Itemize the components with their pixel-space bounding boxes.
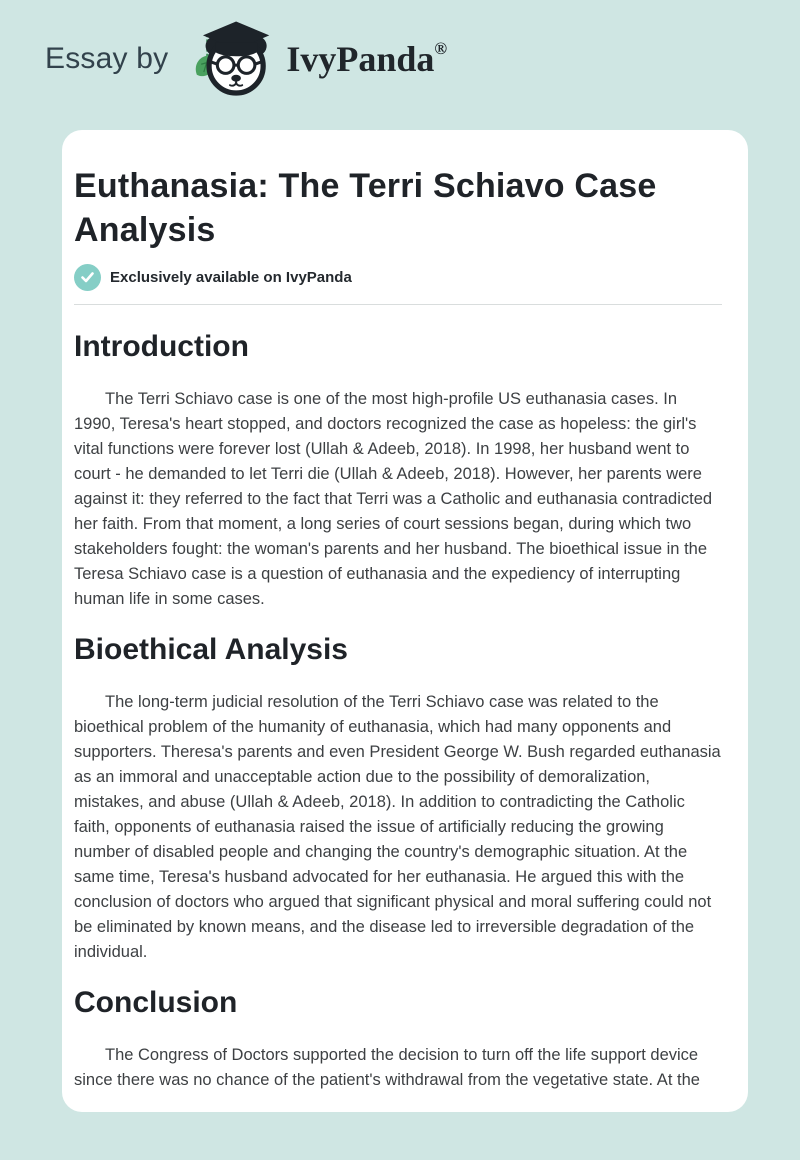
section-paragraph-bioethical-analysis: The long-term judicial resolution of the Terri Schiavo case was related to the bioethical problem of the humanity of euthanasia, which had many opponents and supporters. Theresa's parents and even President George W. Bush regarded euthanasia as an immoral and unacceptable action due to the possibility of demoralization, mistakes, and abuse (Ullah & Adeeb, 2018). In addition to contradicting the Catholic faith, opponents of euthanasia raised the issue of artificially reducing the growing number of disabled people and changing the country's demographic situation. At the same time, Teresa's husband advocated for her euthanasia. He argued this with the conclusion of doctors who argued that significant physical and moral suffering could not be eliminated by known means, and the disease led to irreversible degradation of the individual. xyxy=(74,693,721,961)
check-icon xyxy=(74,264,101,291)
header-prefix: Essay by xyxy=(45,42,169,75)
section-paragraph-introduction: The Terri Schiavo case is one of the most high-profile US euthanasia cases. In 1990, Teresa's heart stopped, and doctors recognized the case as hopeless: the girl's vital functions were forever lost (Ullah & Adeeb, 2018). In 1998, her husband went to court - he demanded to let Terri die (Ullah & Adeeb, 2018). However, her parents were against it: they referred to the fact that Terri was a Catholic and euthanasia contradicted her faith. From that moment, a long series of court sessions began, during which two stakeholders fought: the woman's parents and her husband. The bioethical issue in the Teresa Schiavo case is a question of euthanasia and the expediency of interrupting human life in some cases. xyxy=(74,390,713,608)
section-conclusion xyxy=(74,985,722,1093)
section-heading-bioethical-analysis: Bioethical Analysis xyxy=(74,633,348,666)
badge-label: Exclusively available on IvyPanda xyxy=(110,269,352,286)
section-heading-conclusion: Conclusion xyxy=(74,986,238,1019)
section-heading-introduction: Introduction xyxy=(74,330,249,363)
panda-graduate-icon xyxy=(182,17,278,101)
brand-text: IvyPanda xyxy=(286,39,435,79)
brand-name xyxy=(286,38,447,80)
section-introduction xyxy=(74,329,722,612)
divider xyxy=(74,304,722,305)
site-header xyxy=(0,0,800,118)
essay-card xyxy=(62,130,748,1112)
section-paragraph-conclusion: The Congress of Doctors supported the decision to turn off the life support device since there was no chance of the patient's withdrawal from the vegetative state. At the xyxy=(74,1046,700,1089)
registered-mark: ® xyxy=(434,39,448,58)
exclusive-badge xyxy=(74,264,722,291)
section-bioethical-analysis xyxy=(74,632,722,965)
essay-title: Euthanasia: The Terri Schiavo Case Analysis xyxy=(74,167,657,249)
